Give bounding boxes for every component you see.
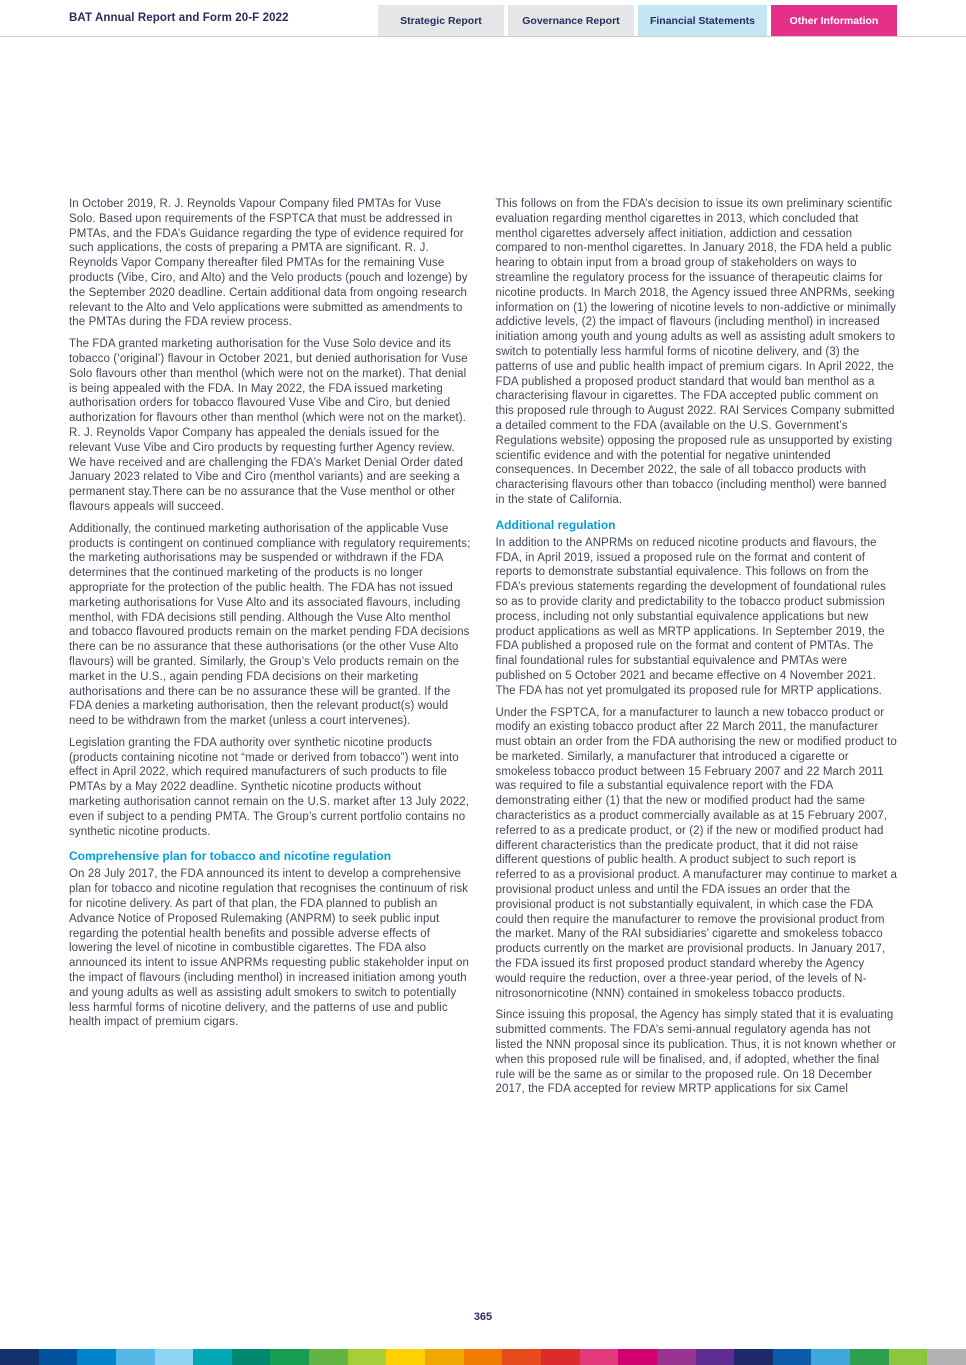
color-bar-segment: [927, 1349, 966, 1365]
paragraph: This follows on from the FDA’s decision to issue its own preliminary scientific evaluation regarding menthol cigarettes in 2013, which concluded that menthol cigarettes adversely affect initiation, addiction and cessation compared to non-menthol cigarettes. In January 2018, the FDA held a public hearing to obtain input from a broad group of stakeholders on ways to streamline the regulatory process for the issuance of therapeutic claims for nicotine products. In March 2018, the Agency issued three ANPRMs, seeking information on (1) the lowering of nicotine levels to non-addictive or minimally addictive levels, (2) the impact of flavours (including menthol) in increased initiation among youth and young adults as well as assisting adult smokers to switch to potentially less harmful forms of nicotine delivery, and (3) the patterns of use and public health impact of premium cigars. In April 2022, the FDA published a proposed product standard that would ban menthol as a characterising flavour in cigarettes. The FDA accepted public comment on this proposed rule through to August 2022. RAI Services Company submitted a detailed comment to the FDA (available on the U.S. Government’s Regulations website) opposing the proposed rule as unsupported by existing scientific evidence and with the potential for negative unintended consequences. In December 2022, the sale of all tobacco products with characterising flavours other than tobacco (including menthol) were banned in the state of California.: [495, 198, 896, 506]
header: [0, 0, 966, 37]
paragraph: In addition to the ANPRMs on reduced nicotine products and flavours, the FDA, in April 2019, issued a proposed rule on the format and content of reports to demonstrate substantial equivalence. This follows on from the FDA’s previous statements regarding the development of foundational rules so as to provide clarity and predictability to the tobacco product submission process, including not only substantial equivalence applications but new product applications as well as MRTP applications. In September 2019, the FDA published a proposed rule on the format and content of PMTAs. The final foundational rules for substantial equivalence and PMTAs were published on 5 October 2021 and became effective on 4 November 2021. The FDA has not yet promulgated its proposed rule for MRTP applications.: [495, 536, 886, 697]
paragraph: In October 2019, R. J. Reynolds Vapour Company filed PMTAs for Vuse Solo. Based upon requirements of the FSPTCA that must be addressed in PMTAs, and the FDA’s Guidance regarding the type of evidence required for such applications, the costs of preparing a PMTA are significant. R. J. Reynolds Vapor Company thereafter filed PMTAs for the remaining Vuse products (Vibe, Ciro, and Alto) and the Velo products (pouch and lozenge) by the September 2020 deadline. Certain additional data from ongoing research relevant to the Alto and Velo applications were submitted as amendments to the PMTAs during the FDA review process.: [69, 198, 468, 329]
paragraph: Since issuing this proposal, the Agency has simply stated that it is evaluating submitted comments. The FDA’s semi-annual regulatory agenda has not listed the NNN proposal since its publication. Thus, it is not known whether or when this proposed rule will be finalised, and, if adopted, whether the final rule will be the same as or similar to the proposed rule. On 18 December 2017, the FDA accepted for review MRTP applications for six Camel: [495, 1009, 897, 1096]
color-bar-segment: [232, 1349, 271, 1365]
tab-strategic-report[interactable]: Strategic Report: [378, 5, 504, 36]
color-bar-segment: [193, 1349, 232, 1365]
paragraph: Additionally, the continued marketing authorisation of the applicable Vuse products is contingent on continued compliance with regulatory requirements; the marketing authorisations may be suspended or withdrawn if the FDA determines that the continued marketing of the products is no longer appropriate for the protection of the public health. The FDA has not issued marketing authorisations for Vuse Alto and its associated flavours, including menthol, with FDA decisions still pending. Although the Vuse Alto menthol and tobacco flavoured products remain on the market pending FDA decisions there can be no assurance that these authorisations (or the other Vuse Alto flavours) will be granted. Similarly, the Group’s Velo products remain on the market in the U.S., again pending FDA decisions on their marketing authorisations and there can be no assurance these will be granted. If the FDA denies a marketing authorisation, then the relevant product(s) would need to be withdrawn from the market (unless a court intervenes).: [69, 522, 471, 728]
color-bar-segment: [657, 1349, 696, 1365]
report-title: BAT Annual Report and Form 20-F 2022: [69, 12, 289, 24]
color-bar-segment: [386, 1349, 425, 1365]
color-bar-segment: [39, 1349, 78, 1365]
color-bar-segment: [270, 1349, 309, 1365]
color-bar-segment: [155, 1349, 194, 1365]
color-bar-segment: [116, 1349, 155, 1365]
color-bar-segment: [502, 1349, 541, 1365]
color-bar-segment: [425, 1349, 464, 1365]
header-tabs: [378, 5, 897, 36]
tab-governance-report[interactable]: Governance Report: [508, 5, 634, 36]
color-bar-segment: [850, 1349, 889, 1365]
color-bar-segment: [309, 1349, 348, 1365]
color-bar-segment: [541, 1349, 580, 1365]
color-bar-segment: [773, 1349, 812, 1365]
color-bar-segment: [77, 1349, 116, 1365]
section-heading-comprehensive-plan: Comprehensive plan for tobacco and nicotine regulation: [69, 849, 392, 864]
page-content: [69, 197, 897, 1104]
paragraph: Under the FSPTCA, for a manufacturer to launch a new tobacco product or modify an existing tobacco product after 22 March 2011, the manufacturer must obtain an order from the FDA authorising the new or modified product to be marketed. Similarly, a manufacturer that introduced a cigarette or smokeless tobacco product between 15 February 2007 and 22 March 2011 was required to file a substantial equivalence report with the FDA demonstrating either (1) that the new or modified product had the same characteristics as a product commercially available as at 15 February 2007, referred to as a predicate product, or (2) if the new or modified product had different characteristics than the predicate product, that it did not raise different questions of public health. A product subject to such report is referred to as a provisional product. A manufacturer may continue to market a provisional product unless and until the FDA issues an order that the provisional product is not substantially equivalent, in which case the FDA could then require the manufacturer to remove the provisional product from the market. Many of the RAI subsidiaries’ cigarette and smokeless tobacco products currently on the market are provisional products. In January 2017, the FDA issued its first proposed product standard whereby the Agency would require the reduction, over a three-year period, of the levels of N-nitrosonornicotine (NNN) contained in smokeless tobacco products.: [495, 706, 897, 1000]
color-bar-segment: [0, 1349, 39, 1365]
color-bar-segment: [618, 1349, 657, 1365]
right-column: [496, 197, 898, 1104]
section-heading-additional-regulation: Additional regulation: [495, 517, 616, 532]
color-bar-segment: [580, 1349, 619, 1365]
page-number: 365: [473, 1311, 493, 1323]
color-bar-segment: [889, 1349, 928, 1365]
color-bar-segment: [464, 1349, 503, 1365]
paragraph: Legislation granting the FDA authority over synthetic nicotine products (products containing nicotine not “made or derived from tobacco”) went into effect in April 2022, which required manufacturers of such products to file PMTAs by a May 2022 deadline. Synthetic nicotine products without marketing authorisation cannot remain on the U.S. market after 13 July 2022, even if subject to a pending PMTA. The Group’s current portfolio contains no synthetic nicotine products.: [69, 736, 470, 838]
left-column: [69, 197, 471, 1104]
tab-financial-statements[interactable]: Financial Statements: [638, 5, 767, 36]
color-bar-segment: [734, 1349, 773, 1365]
paragraph: On 28 July 2017, the FDA announced its intent to develop a comprehensive plan for tobacco and nicotine regulation that recognises the continuum of risk for nicotine delivery. As part of that plan, the FDA planned to publish an Advance Notice of Proposed Rulemaking (ANPRM) to seek public input regarding the potential health benefits and possible adverse effects of lowering the level of nicotine in combustible cigarettes. The FDA also announced its intent to issue ANPRMs requesting public stakeholder input on the impact of flavours (including menthol) in increased initiation among youth and young adults as well as assisting adult smokers to switch to potentially less harmful forms of nicotine delivery, and the patterns of use and public health impact of premium cigars.: [69, 868, 470, 1029]
color-bar-segment: [348, 1349, 387, 1365]
tab-other-information[interactable]: Other Information: [771, 5, 897, 36]
footer-color-bar: [0, 1349, 966, 1365]
paragraph: The FDA granted marketing authorisation for the Vuse Solo device and its tobacco (‘original’) flavour in October 2021, but denied authorisation for Vuse Solo flavours other than menthol (which were not on the market). That denial is being appealed with the FDA. In May 2022, the FDA issued marketing authorisation orders for tobacco flavoured Vuse Vibe and Ciro, but denied authorization for flavours other than menthol (which were not on the market). R. J. Reynolds Vapor Company has appealed the denials issued for the relevant Vuse Vibe and Ciro products by requesting further Agency review. We have received and are challenging the FDA’s Market Denial Order dated January 2023 related to Vibe and Ciro (menthol variants) and are seeking a permanent stay.There can be no assurance that the Vuse menthol or other flavours appeals will succeed.: [69, 338, 468, 513]
color-bar-segment: [811, 1349, 850, 1365]
color-bar-segment: [696, 1349, 735, 1365]
